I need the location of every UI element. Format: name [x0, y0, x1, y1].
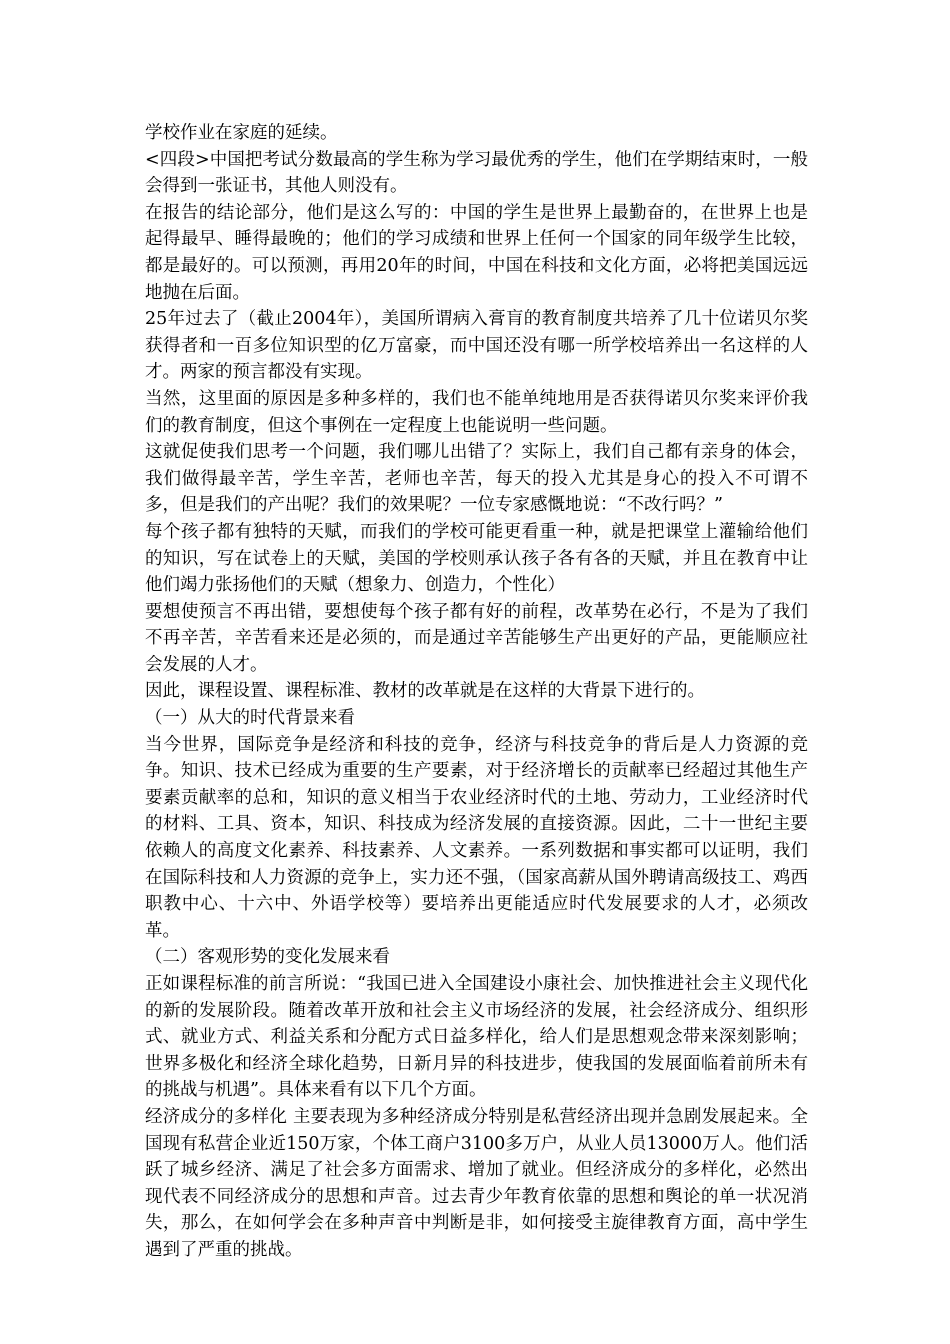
paragraph-background: 因此，课程设置、课程标准、教材的改革就是在这样的大背景下进行的。	[145, 681, 705, 702]
section-heading-era: （一）从大的时代背景来看	[145, 708, 355, 729]
paragraph-homework-extension: 学校作业在家庭的延续。	[145, 123, 338, 143]
paragraph-reflection: 这就促使我们思考一个问题，我们哪儿出错了？实际上，我们自己都有亲身的体会，我们做得最辛苦，学生辛苦，老师也辛苦，每天的投入尤其是身心的投入不可谓不多，但是我们的产出呢？我们的效果呢？一位专家感慨地说：“不改行吗？”	[145, 442, 808, 516]
section-heading-situation: （二）客观形势的变化发展来看	[145, 947, 390, 968]
paragraph-reform-necessity: 要想使预言不再出错，要想使每个孩子都有好的前程，改革势在必行，不是为了我们不再辛苦，辛苦看来还是必须的，而是通过辛苦能够生产出更好的产品，更能顺应社会发展的人才。	[145, 601, 808, 675]
paragraph-reasons: 当然，这里面的原因是多种多样的，我们也不能单纯地用是否获得诺贝尔奖来评价我们的教育制度，但这个事例在一定程度上也能说明一些问题。	[145, 388, 808, 436]
paragraph-global-competition: 当今世界，国际竞争是经济和科技的竞争，经济与科技竞争的背后是人力资源的竞争。知识、技术已经成为重要的生产要素，对于经济增长的贡献率已经超过其他生产要素贡献率的总和，知识的意义相当于农业经济时代的土地、劳动力，工业经济时代的材料、工具、资本，知识、科技成为经济发展的直接资源。因此，二十一世纪主要依赖人的高度文化素养、科技素养、人文素养。一系列数据和事实都可以证明，我们在国际科技和人力资源的竞争上，实力还不强，（国家高薪从国外聘请高级技工、鸡西职教中心、十六中、外语学校等）要培养出更能适应时代发展要求的人才，必须改革。	[145, 734, 808, 941]
paragraph-curriculum-preface: 正如课程标准的前言所说：“我国已进入全国建设小康社会、加快推进社会主义现代化的新的发展阶段。随着改革开放和社会主义市场经济的发展，社会经济成分、组织形式、就业方式、利益关系和分配方式日益多样化，给人们是思想观念带来深刻影响；世界多极化和经济全球化趋势，日新月异的科技进步，使我国的发展面临着前所未有的挑战与机遇”。具体来看有以下几个方面。	[145, 974, 808, 1101]
document-body	[145, 120, 808, 1264]
paragraph-talents: 每个孩子都有独特的天赋，而我们的学校可能更看重一种，就是把课堂上灌输给他们的知识，写在试卷上的天赋，美国的学校则承认孩子各有各的天赋，并且在教育中让他们竭力张扬他们的天赋（想象力、创造力，个性化）	[145, 521, 808, 596]
paragraph-twenty-five-years: 25年过去了（截止2004年），美国所谓病入膏肓的教育制度共培养了几十位诺贝尔奖获得者和一百多位知识型的亿万富豪，而中国还没有哪一所学校培养出一名这样的人才。两家的预言都没有实现。	[145, 309, 808, 383]
paragraph-report-conclusion: 在报告的结论部分，他们是这么写的：中国的学生是世界上最勤奋的，在世界上也是起得最早、睡得最晚的；他们的学习成绩和世界上任何一个国家的同年级学生比较，都是最好的。可以预测，再用20年的时间，中国在科技和文化方面，必将把美国远远地抛在后面。	[145, 202, 808, 303]
paragraph-economic-diversity: 经济成分的多样化 主要表现为多种经济成分特别是私营经济出现并急剧发展起来。全国现有私营企业近150万家，个体工商户3100多万户，从业人员13000万人。他们活跃了城乡经济、满足了社会多方面需求、增加了就业。但经济成分的多样化，必然出现代表不同经济成分的思想和声音。过去青少年教育依靠的思想和舆论的单一状况消失，那么，在如何学会在多种声音中判断是非，如何接受主旋律教育方面，高中学生遇到了严重的挑战。	[145, 1106, 808, 1260]
paragraph-section-four: <四段>中国把考试分数最高的学生称为学习最优秀的学生，他们在学期结束时，一般会得到一张证书，其他人则没有。	[145, 149, 808, 197]
